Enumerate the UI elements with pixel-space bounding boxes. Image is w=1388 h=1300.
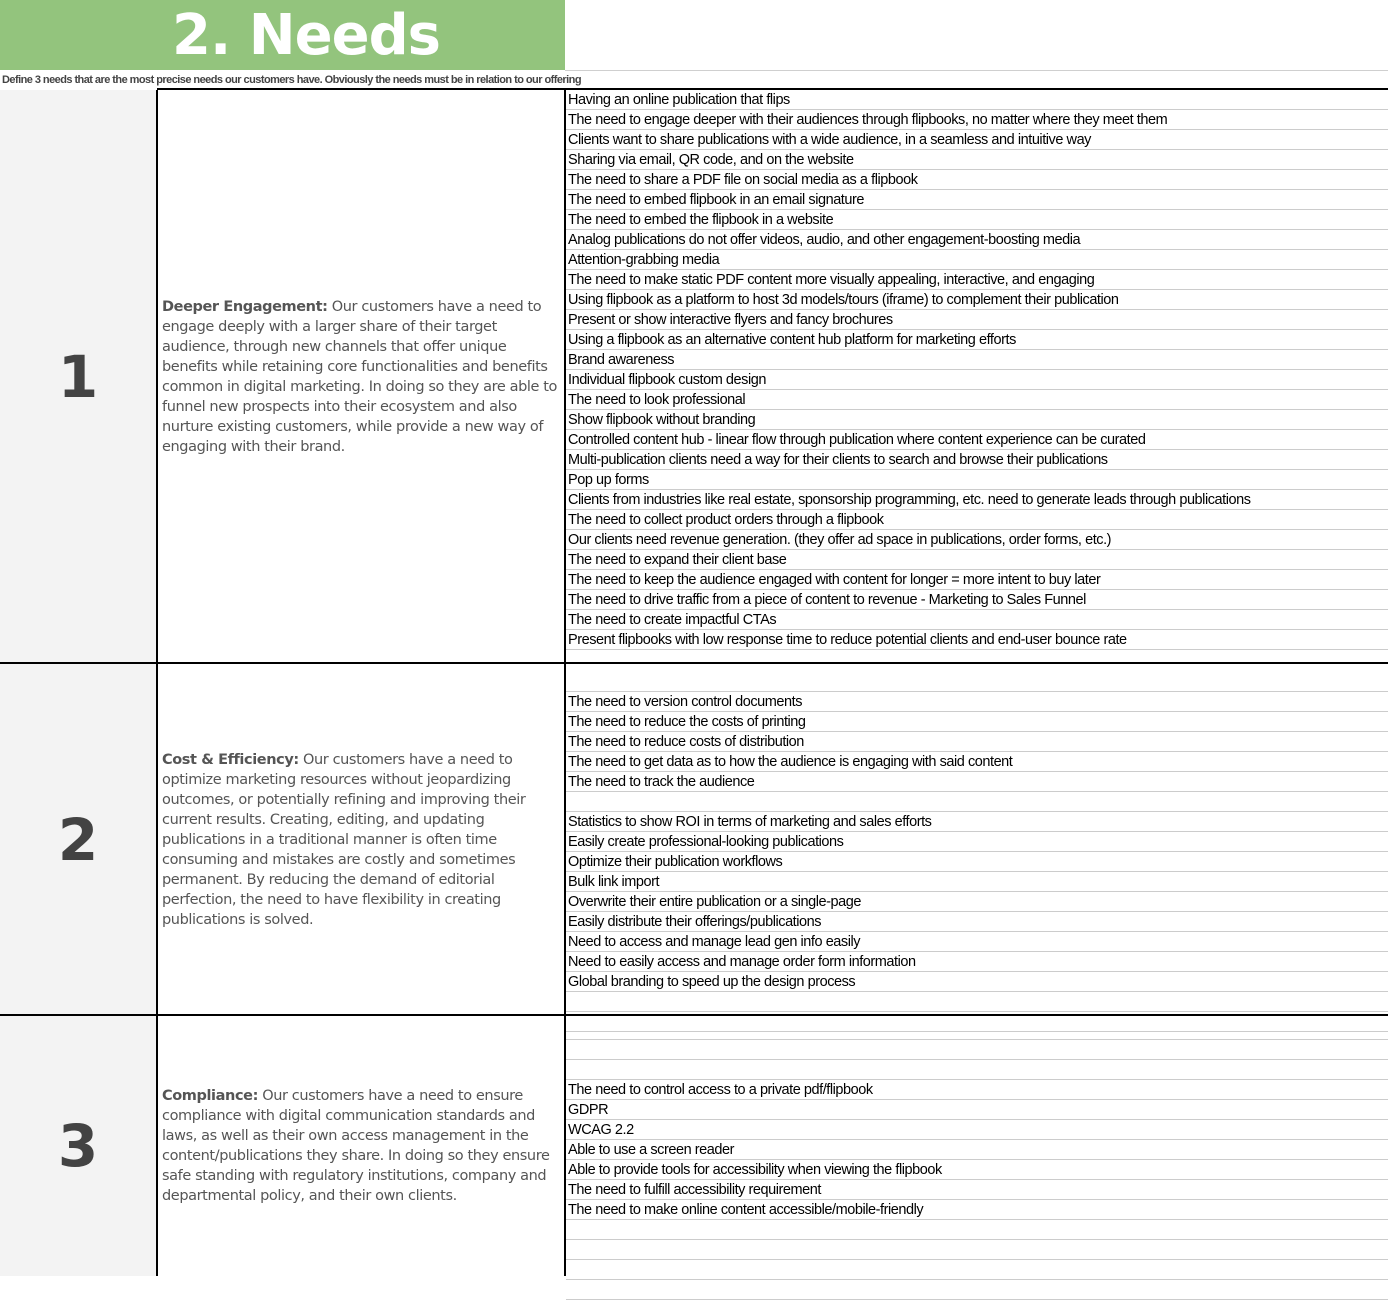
- need-number: 3: [57, 1112, 99, 1180]
- list-item[interactable]: The need to look professional: [568, 392, 746, 408]
- list-item[interactable]: Easily create professional-looking publications: [568, 834, 844, 850]
- list-item[interactable]: [566, 1280, 1388, 1300]
- need-description-cell[interactable]: [158, 90, 562, 664]
- need-items-list: [566, 664, 1388, 1016]
- list-item[interactable]: Controlled content hub - linear flow through publication where content experience can be curated: [568, 432, 1146, 448]
- list-item[interactable]: Optimize their publication workflows: [568, 854, 783, 870]
- list-item[interactable]: Using a flipbook as an alternative content hub platform for marketing efforts: [568, 332, 1016, 348]
- list-item[interactable]: Statistics to show ROI in terms of marketing and sales efforts: [568, 814, 932, 830]
- list-item[interactable]: Need to access and manage lead gen info easily: [568, 934, 861, 950]
- list-item[interactable]: The need to make static PDF content more visually appealing, interactive, and engaging: [568, 272, 1095, 288]
- need-number-cell[interactable]: [0, 664, 156, 1016]
- need-title: Deeper Engagement:: [162, 299, 328, 315]
- list-item[interactable]: Having an online publication that flips: [568, 92, 790, 108]
- list-item[interactable]: The need to control access to a private pdf/flipbook: [568, 1082, 873, 1098]
- list-item[interactable]: Individual flipbook custom design: [568, 372, 766, 388]
- page-subtitle[interactable]: Define 3 needs that are the most precise needs our customers have. Obviously the needs must be in relation to our offering: [2, 74, 582, 86]
- list-item[interactable]: The need to share a PDF file on social media as a flipbook: [568, 172, 918, 188]
- list-item[interactable]: The need to create impactful CTAs: [568, 612, 777, 628]
- list-item[interactable]: Show flipbook without branding: [568, 412, 756, 428]
- list-item[interactable]: Clients want to share publications with a wide audience, in a seamless and intuitive way: [568, 132, 1091, 148]
- list-item[interactable]: Present or show interactive flyers and fancy brochures: [568, 312, 893, 328]
- list-item[interactable]: The need to keep the audience engaged with content for longer = more intent to buy later: [568, 572, 1101, 588]
- need-description-cell[interactable]: [158, 664, 562, 1016]
- need-number-cell[interactable]: [0, 90, 156, 664]
- list-item[interactable]: Able to use a screen reader: [568, 1142, 734, 1158]
- list-item[interactable]: The need to engage deeper with their audiences through flipbooks, no matter where they meet them: [568, 112, 1168, 128]
- list-item[interactable]: The need to expand their client base: [568, 552, 787, 568]
- need-description: [162, 1086, 562, 1206]
- list-item[interactable]: The need to embed the flipbook in a website: [568, 212, 834, 228]
- list-item[interactable]: GDPR: [568, 1102, 609, 1118]
- list-item[interactable]: [566, 672, 1388, 692]
- row-gridline: [566, 649, 1388, 650]
- list-item[interactable]: The need to fulfill accessibility requirement: [568, 1182, 821, 1198]
- list-item[interactable]: The need to drive traffic from a piece of content to revenue - Marketing to Sales Funnel: [568, 592, 1086, 608]
- list-item[interactable]: [566, 1040, 1388, 1060]
- list-item[interactable]: The need to track the audience: [568, 774, 755, 790]
- list-item[interactable]: The need to make online content accessible/mobile-friendly: [568, 1202, 924, 1218]
- list-item[interactable]: Analog publications do not offer videos, audio, and other engagement-boosting media: [568, 232, 1081, 248]
- list-item[interactable]: The need to get data as to how the audience is engaging with said content: [568, 754, 1013, 770]
- need-description-text: Our customers have a need to optimize marketing resources without jeopardizing outcomes, or potentially refining and improving their current results. Creating, editing, and updating publications in a traditional manner is often time consuming and mistakes are costly and sometimes permanent. By reducing the demand of editorial perfection, the need to have flexibility in creating publications is solved.: [162, 752, 526, 928]
- list-item[interactable]: [566, 1240, 1388, 1260]
- list-item[interactable]: Clients from industries like real estate, sponsorship programming, etc. need to generate leads through publications: [568, 492, 1251, 508]
- need-description-text: Our customers have a need to ensure compliance with digital communication standards and laws, as well as their own access management in the content/publications they share. In doing so they ensure safe standing with regulatory institutions, company and departmental policy, and their own clients.: [162, 1088, 550, 1204]
- need-section-1: [0, 90, 1388, 664]
- list-item[interactable]: Global branding to speed up the design process: [568, 974, 856, 990]
- list-item[interactable]: Multi-publication clients need a way for their clients to search and browse their publications: [568, 452, 1108, 468]
- list-item[interactable]: WCAG 2.2: [568, 1122, 634, 1138]
- need-section-2: [0, 664, 1388, 1016]
- list-item[interactable]: [566, 1260, 1388, 1280]
- list-item[interactable]: [566, 992, 1388, 1012]
- list-item[interactable]: Bulk link import: [568, 874, 660, 890]
- need-description-text: Our customers have a need to engage deeply with a larger share of their target audience, through new channels that offer unique benefits while retaining core functionalities and benefits common in digital marketing. In doing so they are able to funnel new prospects into their ecosystem and also nurture existing customers, while provide a new way of engaging with their brand.: [162, 299, 558, 455]
- need-items-list: [566, 1016, 1388, 1276]
- list-item[interactable]: Using flipbook as a platform to host 3d models/tours (iframe) to complement their publication: [568, 292, 1119, 308]
- header-rule: [565, 70, 1388, 71]
- page-title: 2. Needs: [172, 3, 440, 68]
- list-item[interactable]: Sharing via email, QR code, and on the website: [568, 152, 854, 168]
- need-title: Cost & Efficiency:: [162, 752, 299, 768]
- need-description: [162, 750, 562, 930]
- list-item[interactable]: Attention-grabbing media: [568, 252, 720, 268]
- need-description: [162, 297, 562, 457]
- list-item[interactable]: The need to embed flipbook in an email signature: [568, 192, 864, 208]
- list-item[interactable]: The need to collect product orders through a flipbook: [568, 512, 884, 528]
- list-item[interactable]: [566, 792, 1388, 812]
- list-item[interactable]: [566, 1020, 1388, 1040]
- list-item[interactable]: Brand awareness: [568, 352, 675, 368]
- need-section-3: [0, 1016, 1388, 1276]
- list-item[interactable]: Present flipbooks with low response time to reduce potential clients and end-user bounce rate: [568, 632, 1127, 648]
- need-number-cell[interactable]: [0, 1016, 156, 1276]
- need-number: 1: [57, 343, 99, 411]
- need-items-list: [566, 90, 1388, 664]
- list-item[interactable]: Need to easily access and manage order form information: [568, 954, 916, 970]
- list-item[interactable]: [566, 1220, 1388, 1240]
- list-item[interactable]: The need to reduce costs of distribution: [568, 734, 804, 750]
- list-item[interactable]: Our clients need revenue generation. (they offer ad space in publications, order forms, etc.): [568, 532, 1112, 548]
- list-item[interactable]: Able to provide tools for accessibility when viewing the flipbook: [568, 1162, 942, 1178]
- list-item[interactable]: The need to reduce the costs of printing: [568, 714, 806, 730]
- list-item[interactable]: Easily distribute their offerings/publications: [568, 914, 822, 930]
- list-item[interactable]: [566, 1060, 1388, 1080]
- need-description-cell[interactable]: [158, 1016, 562, 1276]
- need-title: Compliance:: [162, 1088, 258, 1104]
- list-item[interactable]: Overwrite their entire publication or a single-page: [568, 894, 861, 910]
- list-item[interactable]: The need to version control documents: [568, 694, 803, 710]
- need-number: 2: [57, 806, 99, 874]
- list-item[interactable]: Pop up forms: [568, 472, 649, 488]
